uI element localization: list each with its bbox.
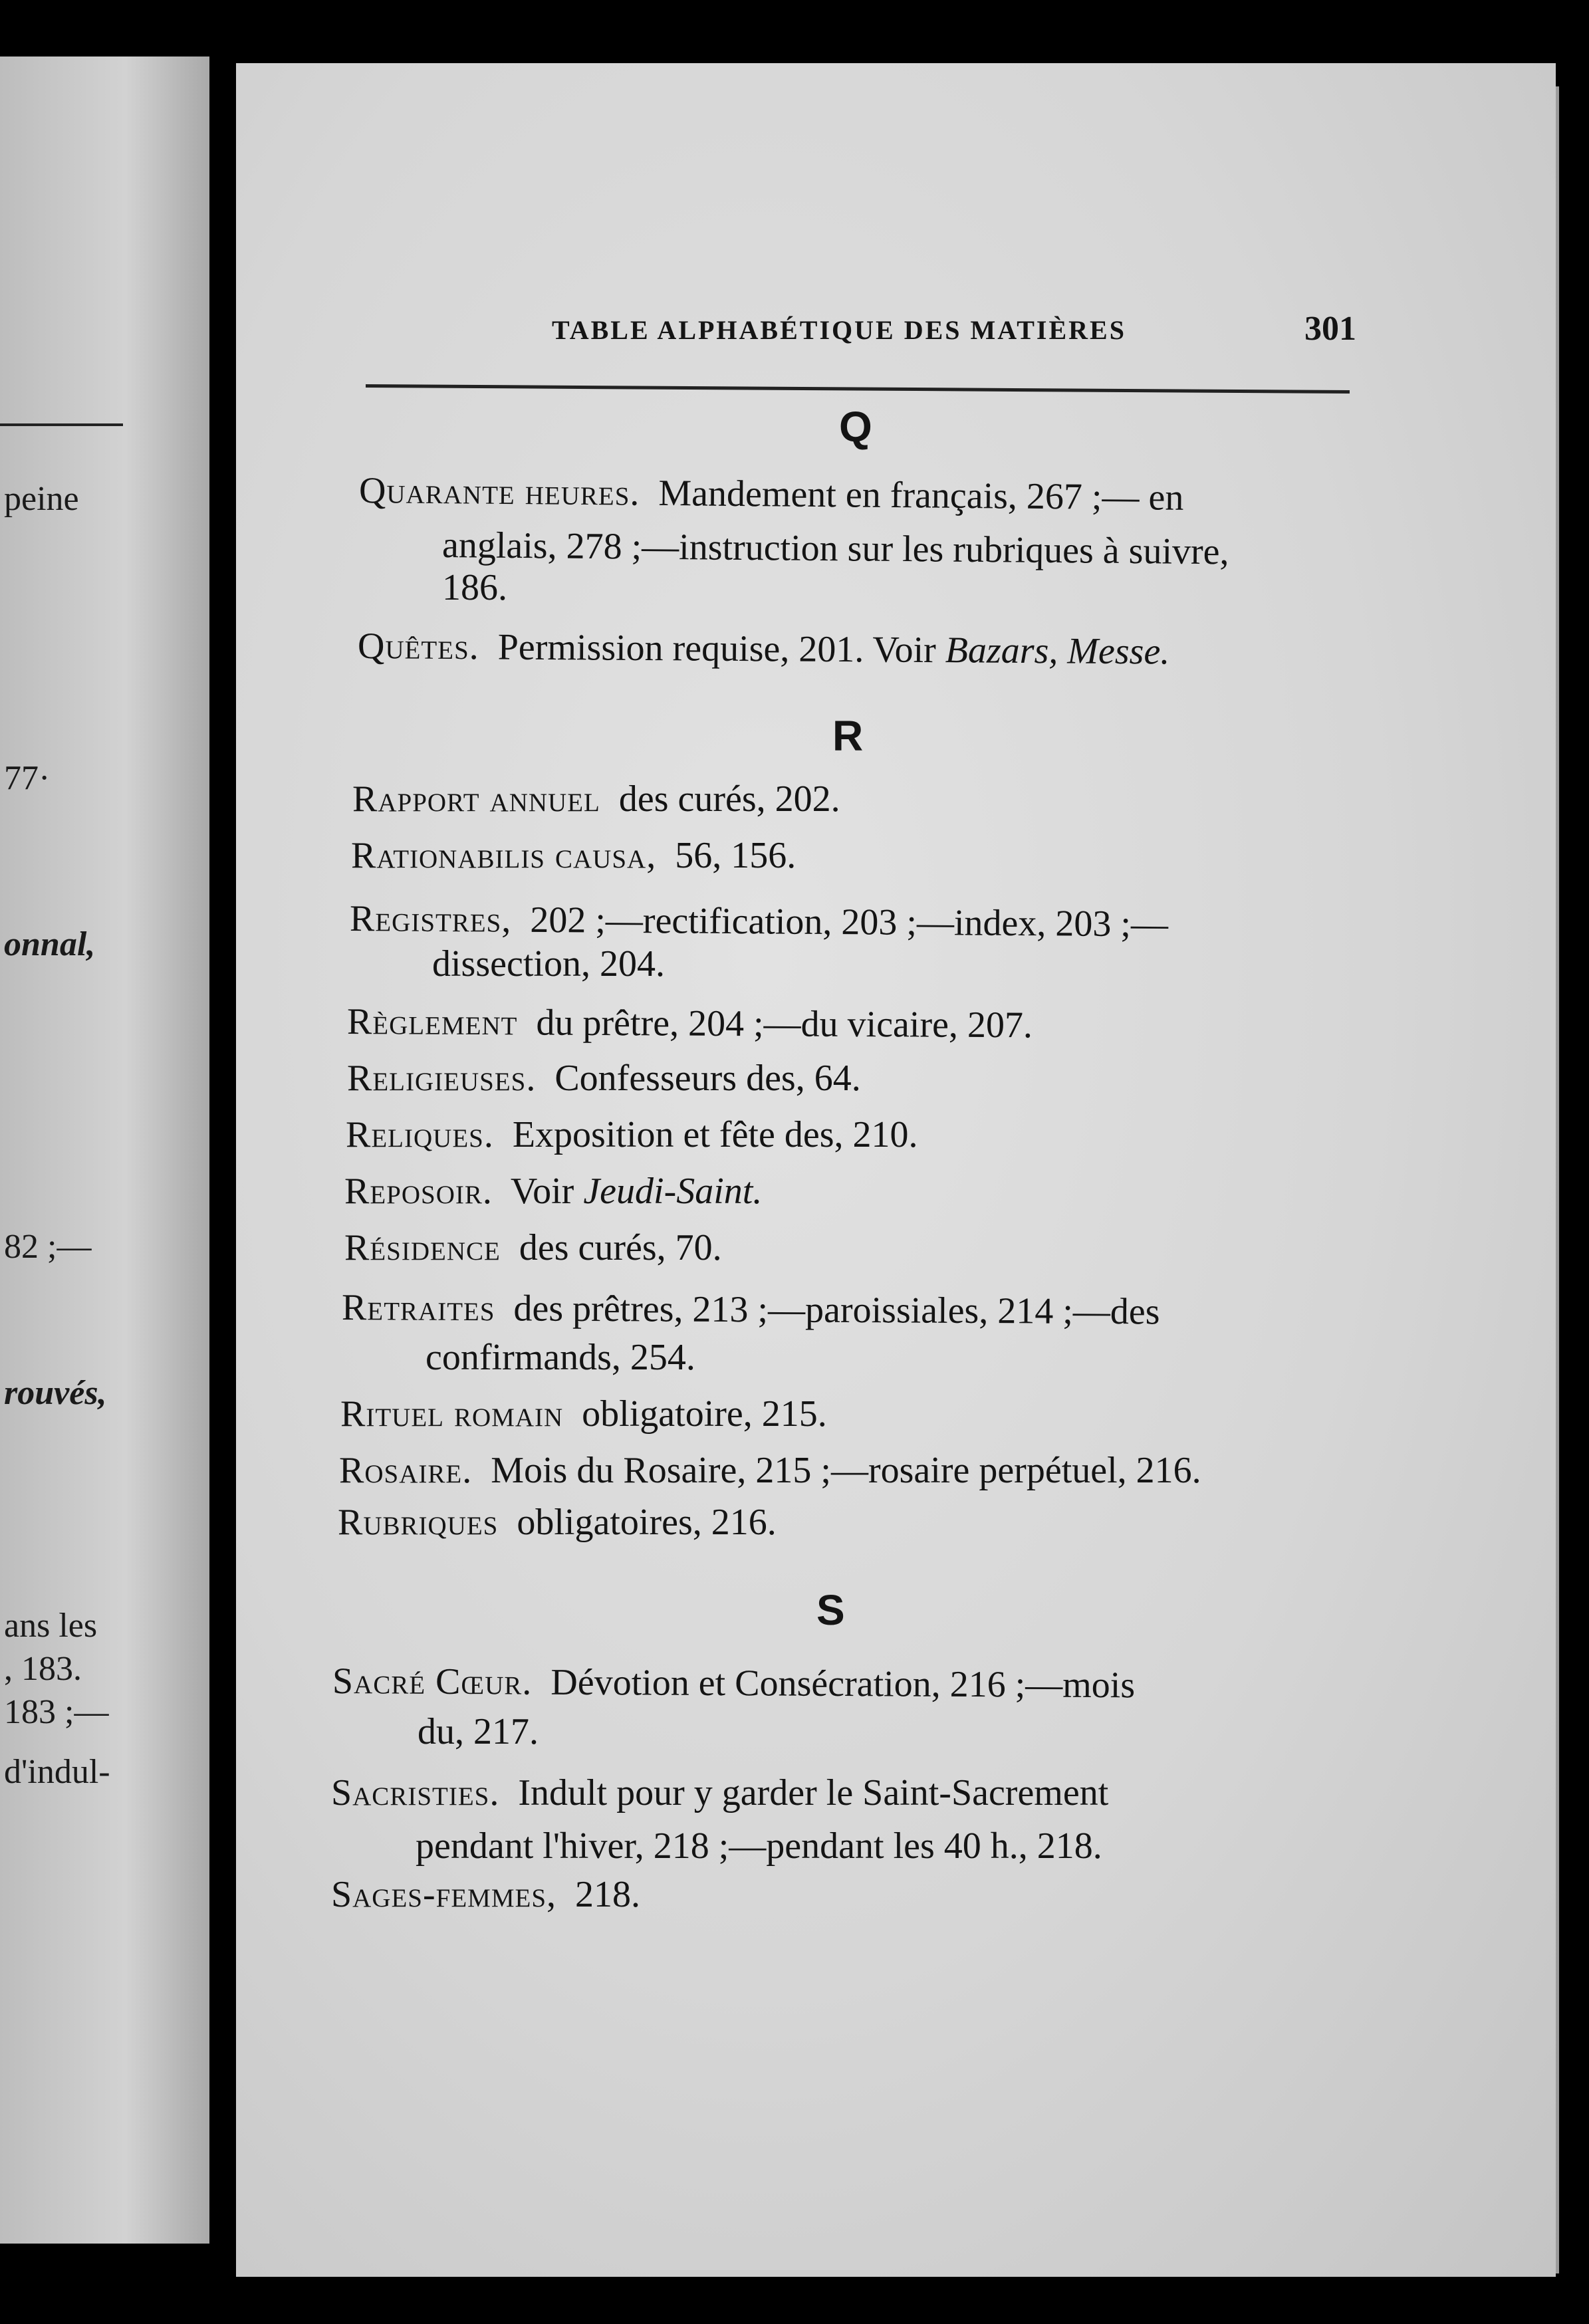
index-entry <box>358 625 1170 673</box>
entry-term: Rapport annuel <box>352 778 600 820</box>
index-entry <box>339 1449 1201 1492</box>
index-entry <box>352 778 840 820</box>
entry-term: Rituel romain <box>340 1393 564 1435</box>
section-letter-s: S <box>816 1586 845 1634</box>
entry-continuation: 186. <box>442 567 507 608</box>
entry-term: Retraites <box>341 1287 495 1330</box>
entry-continuation: dissection, 204. <box>432 943 665 985</box>
entry-term: Religieuses. <box>347 1058 537 1099</box>
page-header <box>312 302 1356 356</box>
entry-text: Exposition et fête des, 210. <box>512 1114 918 1155</box>
entry-text: Permission requise, 201. Voir <box>497 626 946 671</box>
entry-continuation: du, 217. <box>418 1711 539 1752</box>
facing-fragment: d'indul- <box>4 1753 110 1791</box>
entry-text: obligatoire, 215. <box>582 1393 827 1435</box>
entry-term: Sages-femmes, <box>331 1874 557 1915</box>
entry-text: obligatoires, 216. <box>517 1502 777 1543</box>
index-entry <box>347 1000 1033 1046</box>
facing-fragment: 77· <box>4 759 51 797</box>
entry-text: Indult pour y garder le Saint-Sacrement <box>518 1772 1109 1813</box>
index-entry <box>344 1226 722 1269</box>
facing-fragment: rouvés, <box>4 1374 107 1412</box>
index-entry <box>350 897 1168 946</box>
entry-crossref: Bazars, Messe. <box>945 630 1170 673</box>
entry-text: Confesseurs des, 64. <box>554 1058 861 1099</box>
entry-term: Reposoir. <box>344 1171 493 1212</box>
entry-crossref: Jeudi-Saint. <box>583 1171 763 1212</box>
entry-term: Rubriques <box>338 1502 499 1543</box>
index-entry <box>347 1057 861 1100</box>
index-entry <box>346 1113 917 1156</box>
entry-text: des curés, 202. <box>618 778 840 820</box>
entry-term: Règlement <box>346 1001 518 1044</box>
entry-text: Voir <box>510 1171 584 1212</box>
running-title: TABLE ALPHABÉTIQUE DES MATIÈRES <box>552 315 1126 345</box>
index-entry <box>331 1772 1108 1814</box>
entry-continuation: pendant l'hiver, 218 ;—pendant les 40 h., 218. <box>416 1825 1102 1867</box>
index-entry <box>342 1286 1160 1333</box>
index-entry <box>331 1873 640 1916</box>
index-entry <box>351 834 796 877</box>
entry-term: Sacré Cœur. <box>332 1661 533 1703</box>
entry-term: Quarante heures. <box>358 470 640 514</box>
facing-page-rule <box>0 423 123 426</box>
entry-text: Mois du Rosaire, 215 ;—rosaire perpétuel, 216. <box>491 1450 1201 1491</box>
entry-text: 56, 156. <box>675 835 796 876</box>
entry-term: Résidence <box>344 1227 501 1268</box>
section-letter-r: R <box>832 712 864 760</box>
entry-text: 202 ;—rectification, 203 ;—index, 203 ;— <box>530 899 1169 945</box>
section-letter-q: Q <box>839 403 872 451</box>
entry-continuation: anglais, 278 ;—instruction sur les rubriques à suivre, <box>441 524 1229 573</box>
facing-page <box>0 57 209 2244</box>
index-entry <box>344 1170 762 1213</box>
entry-text: Mandement en français, 267 ;— en <box>658 472 1184 519</box>
entry-term: Reliques. <box>346 1114 494 1155</box>
entry-term: Rosaire. <box>339 1450 473 1491</box>
page-number: 301 <box>1304 310 1356 348</box>
entry-term: Rationabilis causa, <box>351 835 657 876</box>
index-entry <box>340 1393 827 1435</box>
facing-fragment: 82 ;— <box>4 1228 92 1266</box>
index-entry <box>359 469 1184 519</box>
facing-fragment: , 183. <box>4 1650 82 1688</box>
facing-fragment: onnal, <box>4 925 96 963</box>
facing-fragment: 183 ;— <box>4 1693 109 1731</box>
index-entry <box>332 1660 1135 1706</box>
entry-continuation: confirmands, 254. <box>426 1337 695 1378</box>
entry-text: 218. <box>575 1874 641 1915</box>
entry-text: Dévotion et Consécration, 216 ;—mois <box>550 1661 1136 1706</box>
facing-fragment: peine <box>4 480 79 518</box>
entry-term: Quêtes. <box>357 626 479 668</box>
entry-text: du prêtre, 204 ;—du vicaire, 207. <box>536 1002 1033 1046</box>
entry-text: des curés, 70. <box>519 1227 722 1268</box>
facing-fragment: ans les <box>4 1607 98 1645</box>
book-gutter <box>209 0 236 2324</box>
entry-term: Registres, <box>349 898 512 941</box>
entry-text: des prêtres, 213 ;—paroissiales, 214 ;—des <box>513 1288 1160 1333</box>
index-entry <box>338 1501 777 1544</box>
entry-term: Sacristies. <box>331 1772 500 1813</box>
